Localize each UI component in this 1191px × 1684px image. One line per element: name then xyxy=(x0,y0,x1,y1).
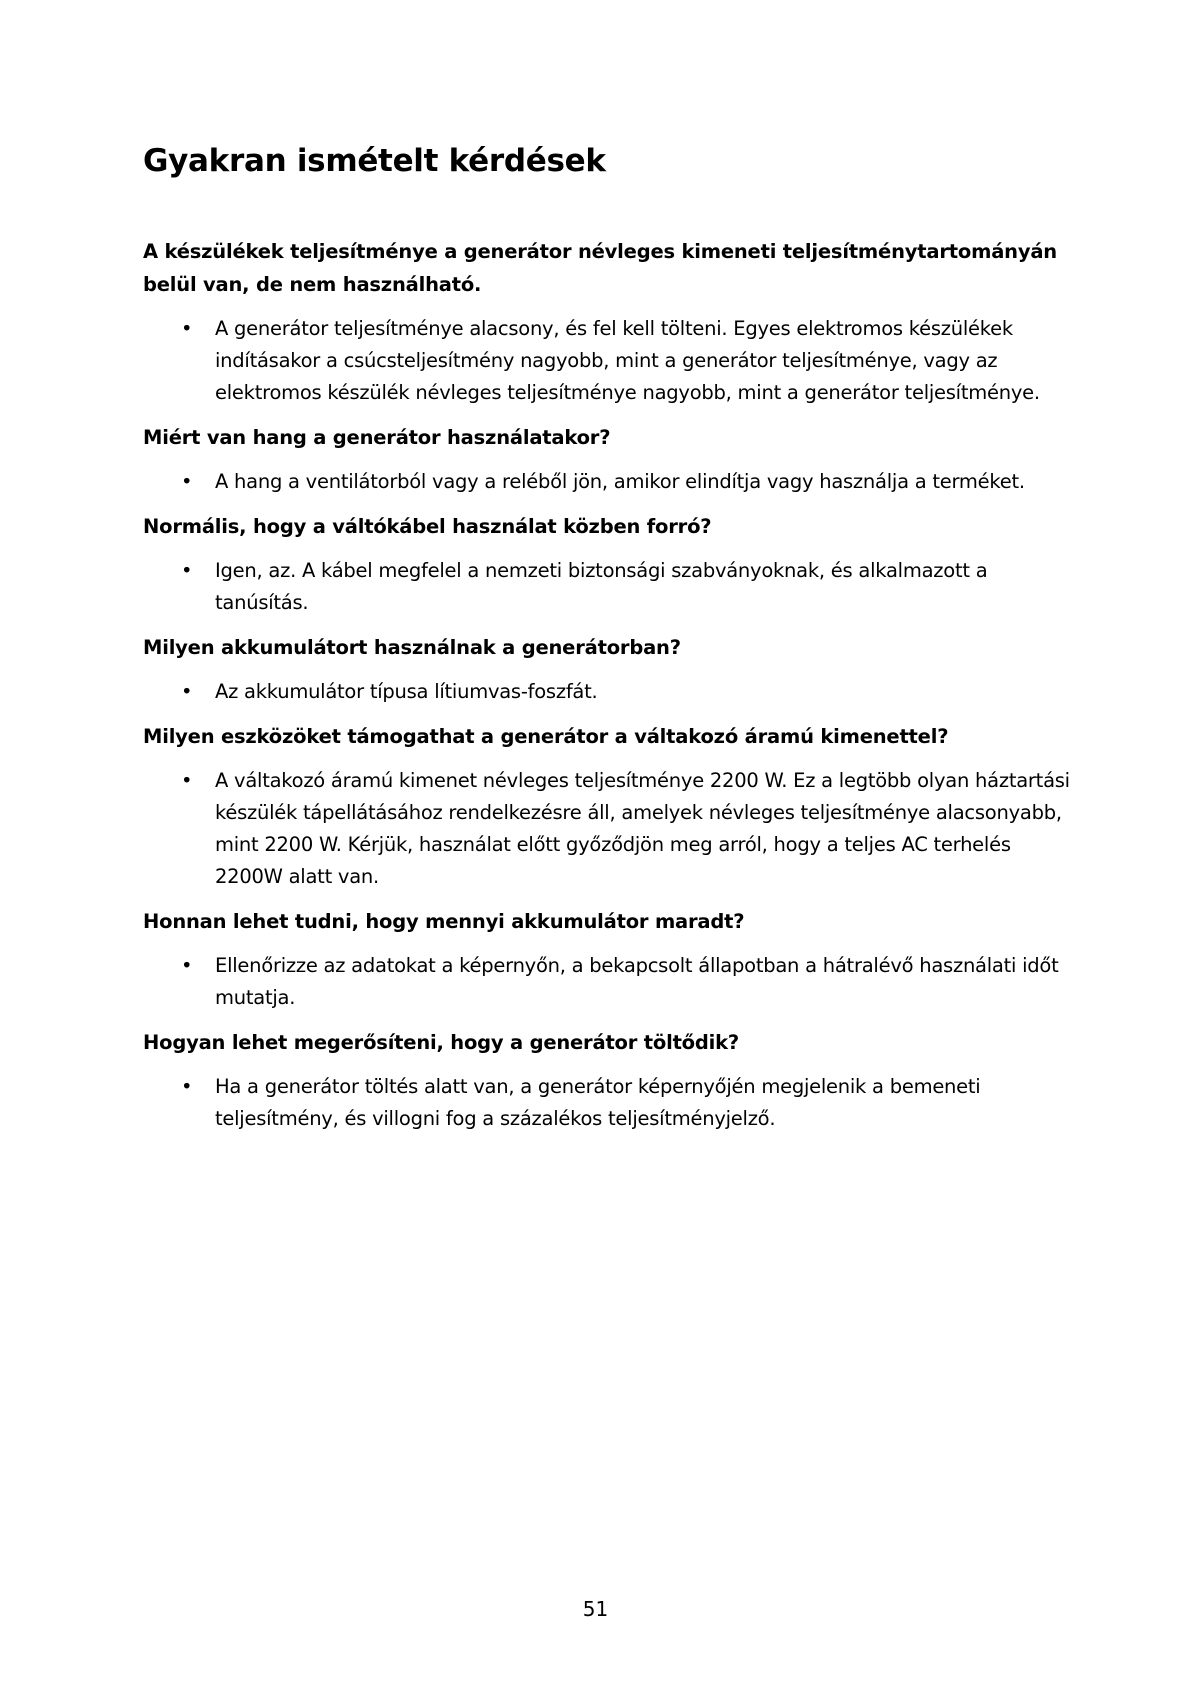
bullet-icon: • xyxy=(181,769,193,792)
faq-answer xyxy=(143,765,1078,893)
faq-question: Normális, hogy a váltókábel használat közben forró? xyxy=(143,515,712,538)
faq-answer-text: Az akkumulátor típusa lítiumvas-foszfát. xyxy=(215,680,598,703)
faq-question: A készülékek teljesítménye a generátor névleges kimeneti teljesítménytartományán belül van, de nem használható. xyxy=(143,240,1057,296)
faq-question: Honnan lehet tudni, hogy mennyi akkumulátor maradt? xyxy=(143,910,745,933)
faq-answer-list xyxy=(143,676,1078,708)
faq-question: Hogyan lehet megerősíteni, hogy a generátor töltődik? xyxy=(143,1031,740,1054)
bullet-icon: • xyxy=(181,317,193,340)
faq-answer-list xyxy=(143,950,1078,1014)
faq-answer-list xyxy=(143,466,1078,498)
bullet-icon: • xyxy=(181,680,193,703)
faq-answer-text: Ha a generátor töltés alatt van, a generátor képernyőjén megjelenik a bemeneti teljesítmény, és villogni fog a százalékos teljesítményjelző. xyxy=(215,1075,981,1130)
bullet-icon: • xyxy=(181,559,193,582)
faq-answer xyxy=(143,950,1078,1014)
faq-answer-list xyxy=(143,1071,1078,1135)
page-title: Gyakran ismételt kérdések xyxy=(143,143,606,179)
page-number: 51 xyxy=(582,1597,609,1621)
faq-answer xyxy=(143,313,1078,409)
faq-answer-list xyxy=(143,765,1078,893)
bullet-icon: • xyxy=(181,1075,193,1098)
faq-answer xyxy=(143,676,1078,708)
faq-answer-text: A generátor teljesítménye alacsony, és fel kell tölteni. Egyes elektromos készülékek indításakor a csúcsteljesítmény nagyobb, mint a generátor teljesítménye, vagy az elektromos készülék névleges teljesítménye nagyobb, mint a generátor teljesítménye. xyxy=(215,317,1040,404)
faq-question: Milyen akkumulátort használnak a generátorban? xyxy=(143,636,681,659)
faq-answer-text: A váltakozó áramú kimenet névleges teljesítménye 2200 W. Ez a legtöbb olyan háztartási készülék tápellátásához rendelkezésre áll, amelyek névleges teljesítménye alacsonyabb, mint 2200 W. Kérjük, használat előtt győződjön meg arról, hogy a teljes AC terhelés 2200W alatt van. xyxy=(215,769,1070,888)
faq-answer-text: Ellenőrizze az adatokat a képernyőn, a bekapcsolt állapotban a hátralévő használati időt mutatja. xyxy=(215,954,1059,1009)
faq-answer-list xyxy=(143,313,1078,409)
bullet-icon: • xyxy=(181,470,193,493)
faq-section xyxy=(143,235,1078,1147)
bullet-icon: • xyxy=(181,954,193,977)
faq-answer-list xyxy=(143,555,1078,619)
faq-answer-text: Igen, az. A kábel megfelel a nemzeti biztonsági szabványoknak, és alkalmazott a tanúsítás. xyxy=(215,559,988,614)
faq-answer xyxy=(143,1071,1078,1135)
faq-answer xyxy=(143,466,1078,498)
faq-question: Miért van hang a generátor használatakor? xyxy=(143,426,611,449)
faq-answer-text: A hang a ventilátorból vagy a reléből jön, amikor elindítja vagy használja a terméket. xyxy=(215,470,1025,493)
faq-question: Milyen eszközöket támogathat a generátor a váltakozó áramú kimenettel? xyxy=(143,725,949,748)
faq-answer xyxy=(143,555,1078,619)
